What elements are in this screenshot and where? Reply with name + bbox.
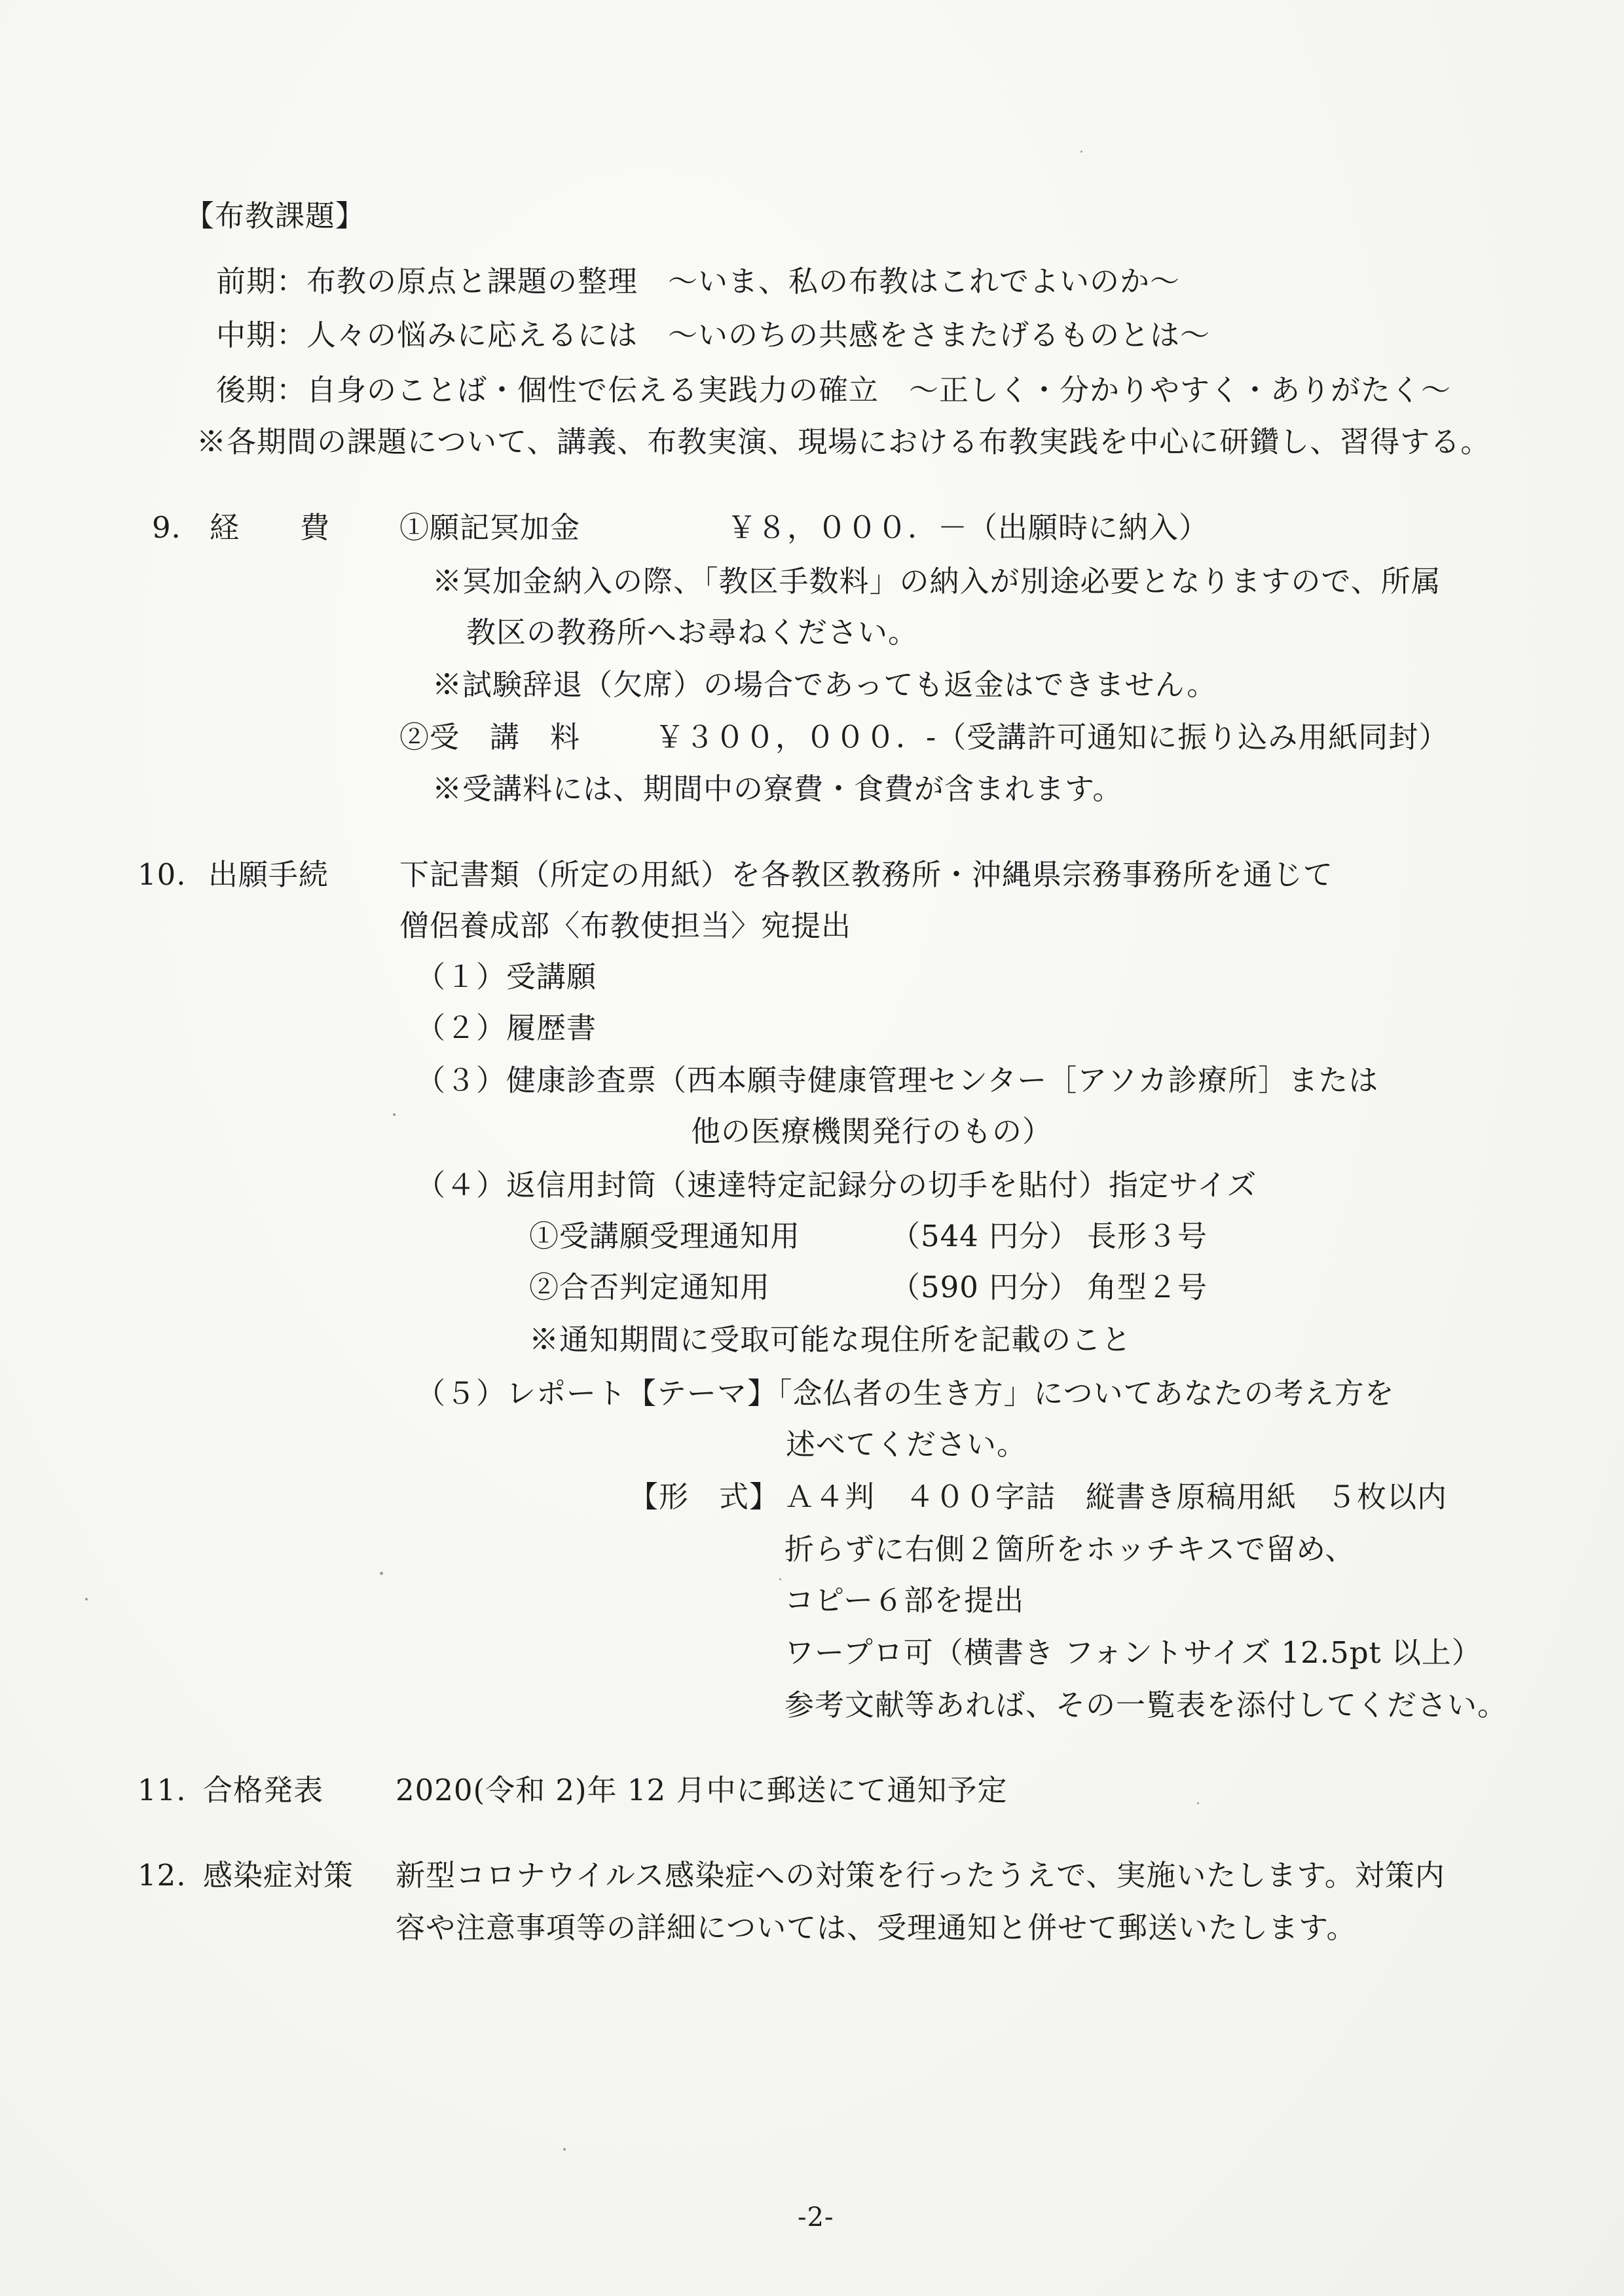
page-number: -2-: [798, 2202, 834, 2232]
envelope-note: ※通知期間に受取可能な現住所を記載のこと: [529, 1322, 1132, 1357]
result-announcement-text: 2020(令和 2)年 12 月中に郵送にて通知予定: [396, 1773, 1008, 1807]
envelope-1-price: （544 円分）: [891, 1219, 1080, 1253]
preaching-heading: 【布教課題】: [185, 198, 366, 233]
application-item-5a: （５）レポート【テーマ】「念仏者の生き方」についてあなたの考え方を: [416, 1376, 1395, 1411]
envelope-2-label: ②合否判定通知用: [529, 1270, 771, 1305]
preaching-item-early: 前期：布教の原点と課題の整理 ～いま、私の布教はこれでよいのか～: [216, 264, 1181, 299]
application-item-1: （１）受講願: [416, 959, 597, 994]
report-format-1: Ａ４判 ４００字詰 縦書き原稿用紙 ５枚以内: [784, 1479, 1448, 1514]
application-intro-1: 下記書類（所定の用紙）を各教区教務所・沖縄県宗務事務所を通じて: [399, 857, 1334, 892]
preaching-note: ※各期間の課題について、講義、布教実演、現場における布教実践を中心に研鑽し、習得する。: [196, 424, 1491, 459]
scan-speck: [393, 1113, 396, 1116]
report-format-label: 【形 式】: [629, 1479, 780, 1514]
application-item-4: （４）返信用封筒（速達特定記録分の切手を貼付）指定サイズ: [416, 1168, 1257, 1202]
application-item-3b: 他の医療機関発行のもの）: [691, 1114, 1053, 1149]
fee-note-3: ※受講料には、期間中の寮費・食費が含まれます。: [432, 771, 1123, 806]
report-format-5: 参考文献等あれば、その一覧表を添付してください。: [784, 1688, 1508, 1722]
fee-note-1b: 教区の教務所へお尋ねください。: [466, 615, 919, 650]
fee-tuition-label: ②受 講 料: [399, 720, 581, 754]
section-9-title: 経 費: [210, 510, 331, 545]
application-item-5b: 述べてください。: [786, 1427, 1027, 1462]
fee-tuition-amount: ￥３００，０００．-（受講許可通知に振り込み用紙同封）: [655, 720, 1449, 754]
envelope-1-size: 長形３号: [1087, 1219, 1208, 1253]
section-9-number: 9．: [152, 510, 202, 545]
section-10-title: 出願手続: [208, 857, 329, 892]
application-item-3a: （３）健康診査票（西本願寺健康管理センター［アソカ診療所］または: [416, 1063, 1379, 1098]
infection-measures-text-1: 新型コロナウイルス感染症への対策を行ったうえで、実施いたします。対策内: [396, 1858, 1445, 1893]
scan-speck: [779, 1578, 781, 1580]
envelope-1-label: ①受講願受理通知用: [529, 1219, 801, 1253]
preaching-item-late: 後期：自身のことば・個性で伝える実践力の確立 ～正しく・分かりやすく・ありがたく～: [216, 373, 1452, 407]
section-10-number: 10.: [138, 857, 187, 892]
scan-speck: [563, 2148, 566, 2151]
fee-application-amount: ￥８，０００．－（出願時に納入）: [727, 510, 1209, 545]
report-format-4: ワープロ可（横書き フォントサイズ 12.5pt 以上）: [784, 1635, 1482, 1670]
section-11-title: 合格発表: [203, 1773, 324, 1807]
section-11-number: 11.: [138, 1773, 187, 1807]
envelope-2-size: 角型２号: [1087, 1270, 1208, 1305]
scan-speck: [1080, 151, 1082, 153]
fee-note-2: ※試験辞退（欠席）の場合であっても返金はできません。: [432, 667, 1217, 702]
report-format-3: コピー６部を提出: [784, 1583, 1025, 1618]
preaching-item-middle: 中期：人々の悩みに応えるには ～いのちの共感をさまたげるものとは～: [216, 318, 1211, 352]
section-12-number: 12.: [138, 1858, 187, 1893]
scan-speck: [85, 1598, 88, 1601]
application-intro-2: 僧侶養成部〈布教使担当〉宛提出: [399, 908, 852, 943]
fee-note-1a: ※冥加金納入の際、「教区手数料」の納入が別途必要となりますので、所属: [432, 564, 1441, 599]
scan-speck: [380, 1572, 383, 1575]
application-item-2: （２）履歴書: [416, 1010, 597, 1045]
infection-measures-text-2: 容や注意事項等の詳細については、受理通知と併せて郵送いたします。: [396, 1910, 1357, 1945]
report-format-2: 折らずに右側２箇所をホッチキスで留め、: [784, 1532, 1356, 1566]
section-12-title: 感染症対策: [203, 1858, 354, 1893]
scan-speck: [1197, 1802, 1199, 1804]
fee-application-label: ①願記冥加金: [399, 510, 581, 545]
envelope-2-price: （590 円分）: [891, 1270, 1080, 1305]
